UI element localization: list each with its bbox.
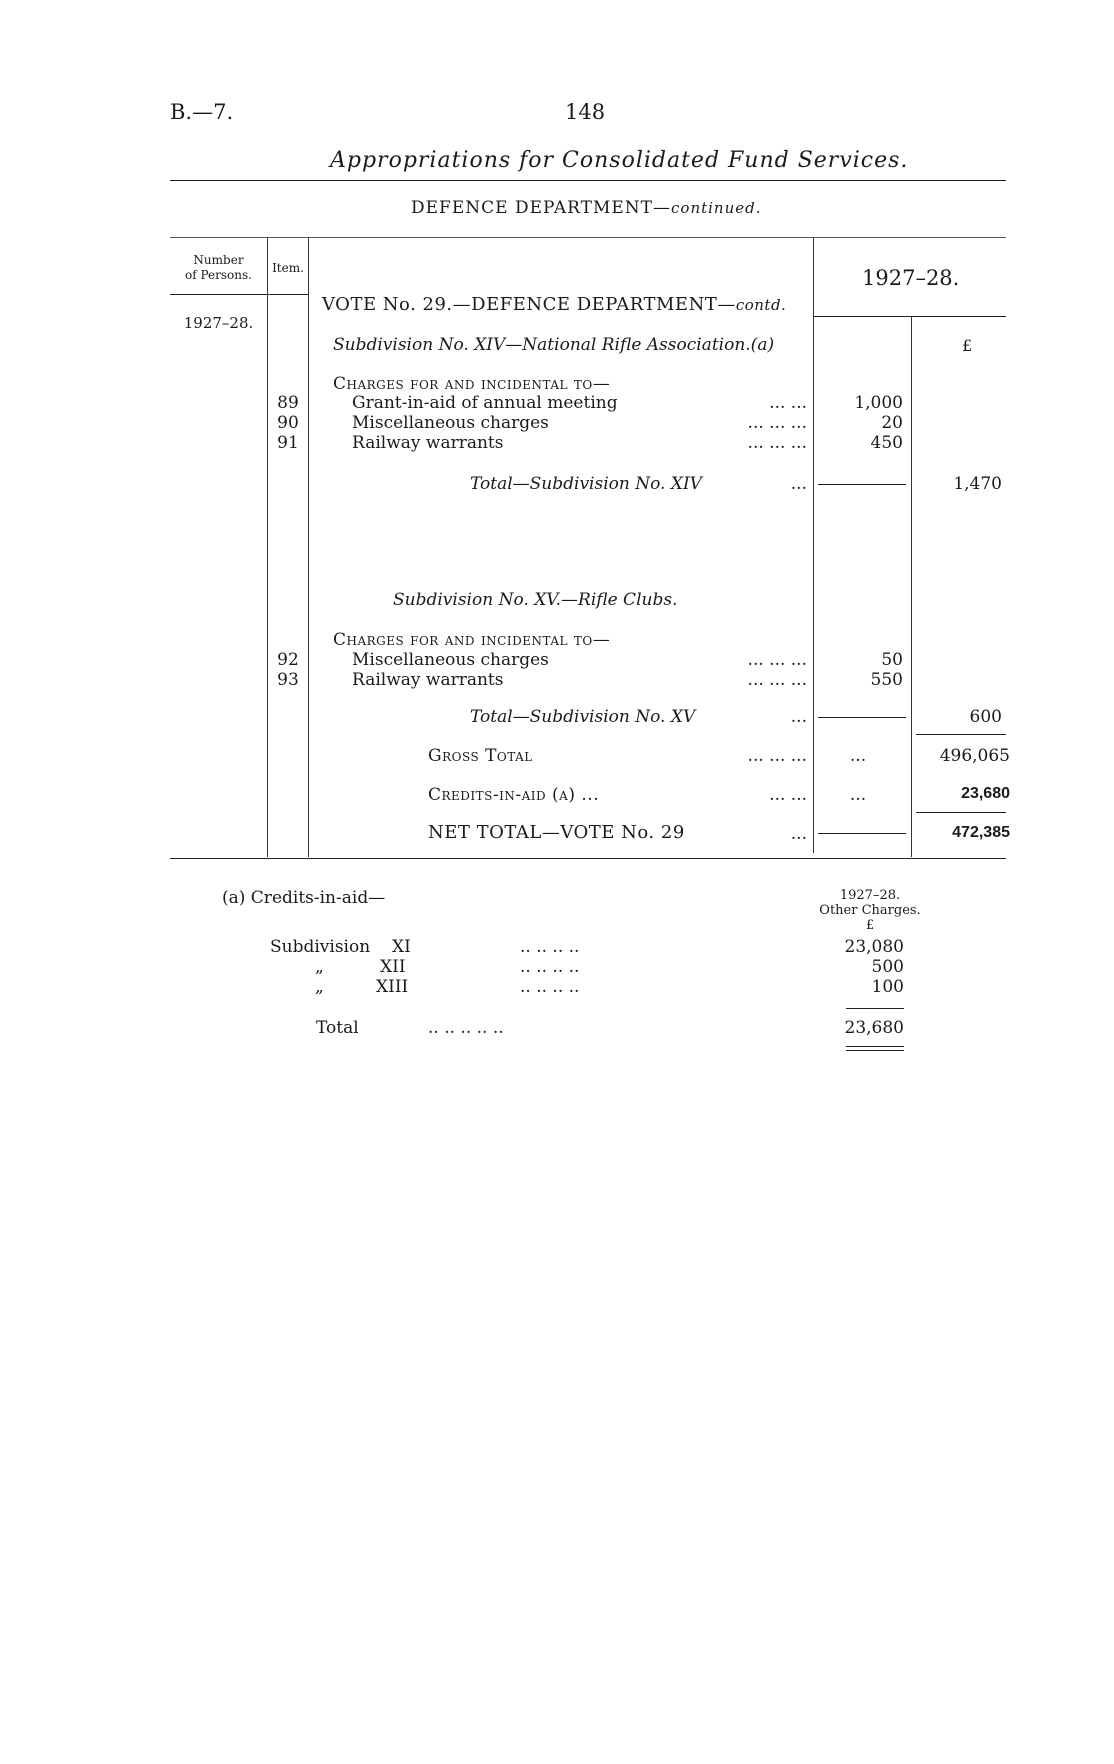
- item-number: 89: [277, 393, 299, 413]
- item-header: Item.: [272, 261, 304, 275]
- number-of-persons-line1: Number: [193, 253, 244, 267]
- subdivision-xv-charges-heading: Charges for and incidental to—: [333, 630, 611, 650]
- line-item-label: Miscellaneous charges: [352, 413, 549, 433]
- persons-year-label: 1927–28.: [183, 314, 254, 332]
- subdivision-xv-total: 600: [969, 707, 1002, 727]
- leader-dots: ... ... ...: [747, 746, 807, 766]
- table-bottom-rule: [170, 858, 1006, 859]
- title-rule: [170, 180, 1006, 181]
- leader-dots: ...: [790, 707, 807, 727]
- footnote-row-value: 100: [871, 977, 904, 997]
- gross-total-label: Gross Total: [428, 746, 533, 766]
- line-item-label: Grant-in-aid of annual meeting: [352, 393, 618, 413]
- footnote-column-year: 1927–28.: [839, 888, 901, 903]
- line-item-amount: 450: [870, 433, 903, 453]
- leader-dots: ...: [790, 474, 807, 494]
- net-total-label: NET TOTAL—VOTE No. 29: [428, 822, 685, 843]
- credits-in-aid-value: 23,680: [961, 785, 1010, 802]
- page-title: Appropriations for Consolidated Fund Services.: [330, 148, 909, 173]
- leader-dots: ... ... ...: [747, 670, 807, 690]
- footnote-column-header: [800, 888, 940, 933]
- subdivision-xv-title: Subdivision No. XV.—Rifle Clubs.: [393, 590, 678, 610]
- persons-header-rule: [170, 294, 267, 295]
- leader-dots: ...: [849, 785, 867, 805]
- line-item-amount: 50: [881, 650, 903, 670]
- leader-dots: ...: [790, 824, 807, 844]
- footnote-total-rule: [846, 1008, 904, 1009]
- net-total-value: 472,385: [952, 824, 1010, 841]
- line-item-amount: 550: [870, 670, 903, 690]
- leader-dots: ... ...: [769, 393, 807, 413]
- gross-total-rule: [916, 734, 1006, 735]
- footnote-double-rule-bottom: [846, 1050, 904, 1051]
- leader-dots: ...: [849, 746, 867, 766]
- footnote-row-label: Subdivision: [270, 937, 371, 957]
- footnote-row-label: „: [315, 957, 324, 977]
- footnote-row-subdivision: XII: [380, 957, 406, 977]
- footnote-row-subdivision: XI: [392, 937, 411, 957]
- line-item-label: Miscellaneous charges: [352, 650, 549, 670]
- footnote-double-rule-top: [846, 1046, 904, 1047]
- leader-dots: ... ... ...: [747, 650, 807, 670]
- department-name: DEFENCE DEPARTMENT—: [411, 198, 672, 218]
- subtotal-rule: [818, 717, 906, 718]
- vote-title: [322, 294, 786, 315]
- footnote-row-subdivision: XIII: [376, 977, 409, 997]
- net-subtotal-rule: [818, 833, 906, 834]
- line-item-label: Railway warrants: [352, 670, 504, 690]
- leader-dots: .. .. .. ..: [520, 957, 580, 977]
- table-top-rule: [170, 237, 1006, 238]
- subdivision-xiv-total: 1,470: [953, 474, 1002, 494]
- estimate-year-header: 1927–28.: [862, 266, 960, 290]
- footnote-total-value: 23,680: [844, 1018, 904, 1038]
- subdivision-xiv-total-label: Total—Subdivision No. XIV: [470, 474, 702, 494]
- subdivision-xiv-title: Subdivision No. XIV—National Rifle Association.(a): [333, 335, 775, 355]
- footnote-total-label: Total: [316, 1018, 359, 1038]
- total-column-divider: [911, 316, 912, 857]
- leader-dots: ... ... ...: [747, 413, 807, 433]
- year-header-rule: [813, 316, 1006, 317]
- pound-unit: £: [962, 336, 973, 355]
- leader-dots: .. .. .. ..: [520, 977, 580, 997]
- item-number: 93: [277, 670, 299, 690]
- subdivision-xiv-charges-heading: Charges for and incidental to—: [333, 374, 611, 394]
- footnote-row-value: 500: [871, 957, 904, 977]
- credits-in-aid-label: Credits-in-aid (a) ...: [428, 785, 600, 805]
- footnote-column-unit: £: [865, 918, 875, 933]
- item-column-divider: [308, 237, 309, 857]
- line-item-amount: 20: [881, 413, 903, 433]
- leader-dots: .. .. .. ..: [520, 937, 580, 957]
- gross-total-value: 496,065: [939, 746, 1010, 766]
- item-number: 92: [277, 650, 299, 670]
- line-item-label: Railway warrants: [352, 433, 504, 453]
- leader-dots: ... ...: [769, 785, 807, 805]
- document-reference: B.—7.: [170, 100, 234, 124]
- vote-contd: contd.: [735, 296, 787, 314]
- subtotal-rule: [818, 484, 906, 485]
- net-total-rule: [916, 812, 1006, 813]
- footnote-heading: (a) Credits-in-aid—: [222, 888, 386, 908]
- number-of-persons-line2: of Persons.: [185, 268, 252, 282]
- item-header-rule: [268, 294, 308, 295]
- page-number: 148: [565, 100, 606, 124]
- line-item-amount: 1,000: [854, 393, 903, 413]
- number-of-persons-header: [170, 253, 267, 283]
- subdivision-xv-total-label: Total—Subdivision No. XV: [470, 707, 696, 727]
- item-number: 91: [277, 433, 299, 453]
- footnote-row-value: 23,080: [844, 937, 904, 957]
- item-number: 90: [277, 413, 299, 433]
- footnote-column-sub: Other Charges.: [819, 903, 921, 918]
- leader-dots: ... ... ...: [747, 433, 807, 453]
- footnote-row-label: „: [315, 977, 324, 997]
- department-continued: continued.: [671, 199, 762, 217]
- persons-column-divider: [267, 237, 268, 857]
- leader-dots: .. .. .. .. ..: [428, 1018, 504, 1038]
- vote-title-text: VOTE No. 29.—DEFENCE DEPARTMENT—: [322, 294, 736, 315]
- department-heading: [411, 198, 762, 218]
